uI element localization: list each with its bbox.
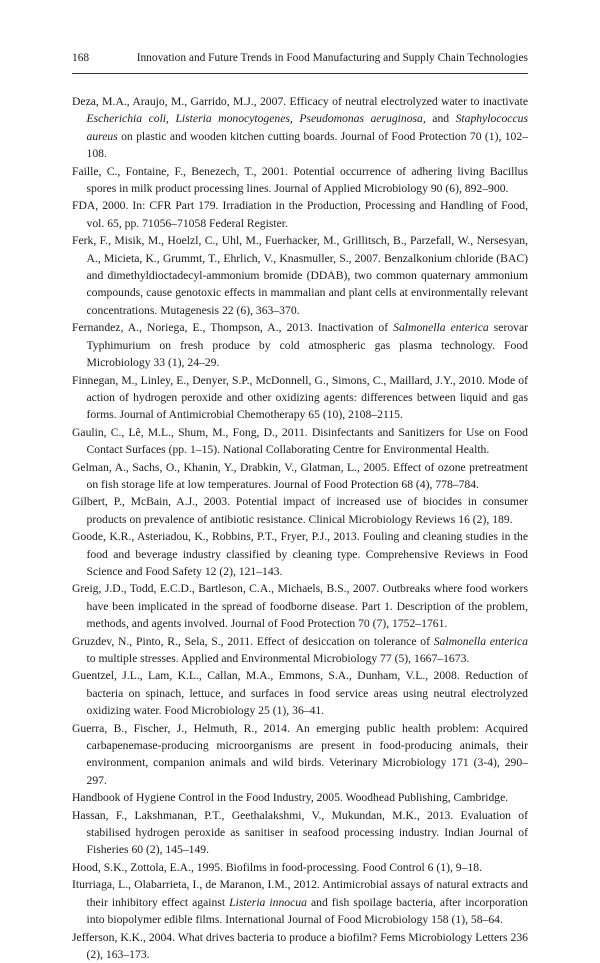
reference-entry <box>72 319 528 371</box>
reference-text: FDA, 2000. In: CFR Part 179. Irradiation in the Production, Processing and Handling of Food, vol. 65, pp. 71056–71058 Federal Register. <box>72 199 528 229</box>
reference-text: Gaulin, C., Lê, M.L., Shum, M., Fong, D., 2011. Disinfectants and Sanitizers for Use on Food Contact Surfaces (pp. 1–15). National Collaborating Centre for Environmental Health. <box>72 426 528 456</box>
header-rule <box>72 73 528 74</box>
reference-text: Hood, S.K., Zottola, E.A., 1995. Biofilms in food-processing. Food Control 6 (1), 9–18. <box>72 861 482 874</box>
reference-text: Jefferson, K.K., 2004. What drives bacteria to produce a biofilm? Fems Microbiology Letters 236 (2), 163–173. <box>72 931 528 961</box>
reference-text: Handbook of Hygiene Control in the Food Industry, 2005. Woodhead Publishing, Cambridge. <box>72 791 508 804</box>
reference-text: Fernandez, A., Noriega, E., Thompson, A., 2013. Inactivation of <box>72 321 393 334</box>
reference-entry <box>72 667 528 719</box>
reference-entry <box>72 528 528 580</box>
reference-entry <box>72 372 528 424</box>
reference-entry <box>72 232 528 319</box>
running-header <box>72 52 528 68</box>
reference-text: to multiple stresses. Applied and Environmental Microbiology 77 (5), 1667–1673. <box>87 652 470 665</box>
reference-entry <box>72 929 528 963</box>
reference-text: on plastic and wooden kitchen cutting boards. Journal of Food Protection 70 (1), 102–108. <box>87 130 529 160</box>
reference-text: Iturriaga, L., Olabarrieta, I., de Maranon, I.M., 2012. Antimicrobial assays of natural extracts and their inhibitory effect against <box>72 878 528 908</box>
reference-entry <box>72 93 528 163</box>
reference-text: Faille, C., Fontaine, F., Benezech, T., 2001. Potential occurrence of adhering living Bacillus spores in milk product processing lines. Journal of Applied Microbiology 90 (6), 892–900. <box>72 165 528 195</box>
reference-list <box>72 93 528 963</box>
reference-text: serovar Typhimurium on fresh produce by cold atmospheric gas plasma technology. Food Microbiology 33 (1), 24–29. <box>87 321 529 369</box>
reference-text: Deza, M.A., Araujo, M., Garrido, M.J., 2007. Efficacy of neutral electrolyzed water to inactivate <box>72 95 528 108</box>
running-title: Innovation and Future Trends in Food Manufacturing and Supply Chain Technologies <box>137 52 528 64</box>
reference-text: Goode, K.R., Asteriadou, K., Robbins, P.T., Fryer, P.J., 2013. Fouling and cleaning studies in the food and beverage industry classified by cleaning type. Comprehensive Reviews in Food Science and Food Safety 12 (2), 121–143. <box>72 530 528 578</box>
italic-species-name: Staphylococcus aureus <box>87 112 529 142</box>
reference-text: Hassan, F., Lakshmanan, P.T., Geethalakshmi, V., Mukundan, M.K., 2013. Evaluation of stabilised hydrogen peroxide as sanitiser in seafood processing industry. Indian Journal of Fisheries 60 (2), 145–149. <box>72 809 528 857</box>
reference-entry <box>72 633 528 668</box>
italic-species-name: Salmonella enterica <box>434 635 528 648</box>
reference-text: and <box>426 112 456 125</box>
reference-entry <box>72 197 528 232</box>
reference-entry <box>72 493 528 528</box>
italic-species-name: Salmonella enterica <box>393 321 489 334</box>
reference-text: Guerra, B., Fischer, J., Helmuth, R., 2014. An emerging public health problem: Acquired carbapenemase-producing microorganisms are present in food-producing animals, their environment, companion animals and wild birds. Veterinary Microbiology 171 (3-4), 290–297. <box>72 722 528 787</box>
reference-entry <box>72 459 528 494</box>
italic-species-name: Listeria innocua <box>229 896 307 909</box>
reference-text: Guentzel, J.L., Lam, K.L., Callan, M.A., Emmons, S.A., Dunham, V.L., 2008. Reduction of bacteria on spinach, lettuce, and surfaces in food service areas using neutral electrolyzed oxidizing water. Food Microbiology 25 (1), 36–41. <box>72 669 528 717</box>
reference-text: and fish spoilage bacteria, after incorporation into biopolymer edible films. International Journal of Food Microbiology 158 (1), 58–64. <box>87 896 529 926</box>
reference-text: Greig, J.D., Todd, E.C.D., Bartleson, C.A., Michaels, B.S., 2007. Outbreaks where food workers have been implicated in the spread of foodborne disease. Part 1. Description of the problem, methods, and agents involved. Journal of Food Protection 70 (7), 1752–1761. <box>72 582 528 630</box>
reference-text: Gelman, A., Sachs, O., Khanin, Y., Drabkin, V., Glatman, L., 2005. Effect of ozone pretreatment on fish storage life at low temperatures. Journal of Food Protection 68 (4), 778–784. <box>72 461 528 491</box>
reference-text: Gilbert, P., McBain, A.J., 2003. Potential impact of increased use of biocides in consumer products on prevalence of antibiotic resistance. Clinical Microbiology Reviews 16 (2), 189. <box>72 495 528 525</box>
reference-entry <box>72 424 528 459</box>
reference-entry <box>72 163 528 198</box>
reference-text: Ferk, F., Misik, M., Hoelzl, C., Uhl, M., Fuerhacker, M., Grillitsch, B., Parzefall, W., Nersesyan, A., Micieta, K., Grummt, T., Ehrlich, V., Knasmuller, S., 2007. Benzalkonium chloride (BAC) and dimethyldioctadecyl-ammonium bromide (DDAB), two common quaternary ammonium compounds, cause genotoxic effects in mammalian and plant cells at environmentally relevant concentrations. Mutagenesis 22 (6), 363–370. <box>72 234 528 317</box>
italic-species-name: Escherichia coli, Listeria monocytogenes, Pseudomonas aeruginosa, <box>87 112 426 125</box>
reference-entry <box>72 859 528 876</box>
reference-entry <box>72 720 528 790</box>
reference-entry <box>72 580 528 632</box>
reference-entry <box>72 807 528 859</box>
reference-entry <box>72 789 528 806</box>
reference-entry <box>72 876 528 928</box>
reference-text: Gruzdev, N., Pinto, R., Sela, S., 2011. Effect of desiccation on tolerance of <box>72 635 434 648</box>
reference-text: Finnegan, M., Linley, E., Denyer, S.P., McDonnell, G., Simons, C., Maillard, J.Y., 2010. Mode of action of hydrogen peroxide and other oxidizing agents: differences between liquid and gas forms. Journal of Antimicrobial Chemotherapy 65 (10), 2108–2115. <box>72 374 528 422</box>
page-number: 168 <box>72 52 89 64</box>
